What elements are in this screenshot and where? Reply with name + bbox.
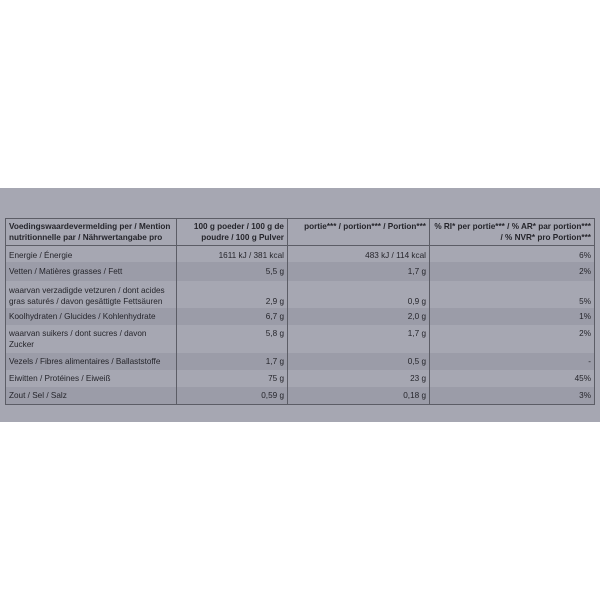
table-row	[6, 325, 595, 353]
table-row	[6, 281, 595, 308]
header-ri: % RI* per portie*** / % AR* par portion*** / % NVR* pro Portion***	[430, 219, 595, 246]
value-per-portion: 483 kJ / 114 kcal	[288, 246, 430, 263]
value-per-100g: 1,7 g	[177, 353, 288, 370]
table-row	[6, 262, 595, 281]
table-row	[6, 387, 595, 405]
value-per-100g: 5,5 g	[177, 262, 288, 281]
value-ri: 3%	[430, 387, 595, 405]
nutrition-table	[5, 218, 595, 405]
nutrient-label: waarvan suikers / dont sucres / davon Zucker	[6, 325, 177, 353]
nutrient-label: Zout / Sel / Salz	[6, 387, 177, 405]
value-ri: 45%	[430, 370, 595, 387]
value-per-portion: 1,7 g	[288, 262, 430, 281]
value-ri: 2%	[430, 262, 595, 281]
value-ri: 6%	[430, 246, 595, 263]
nutrient-label: Koolhydraten / Glucides / Kohlenhydrate	[6, 308, 177, 325]
value-per-portion: 23 g	[288, 370, 430, 387]
value-per-portion: 0,5 g	[288, 353, 430, 370]
table-row	[6, 308, 595, 325]
value-ri: -	[430, 353, 595, 370]
value-ri: 5%	[430, 281, 595, 308]
value-per-100g: 5,8 g	[177, 325, 288, 353]
table-row	[6, 370, 595, 387]
header-nutrient: Voedingswaardevermelding per / Mention nutritionnelle par / Nährwertangabe pro	[6, 219, 177, 246]
value-per-100g: 75 g	[177, 370, 288, 387]
value-per-portion: 2,0 g	[288, 308, 430, 325]
value-ri: 1%	[430, 308, 595, 325]
table-row	[6, 246, 595, 263]
nutrient-label: Vetten / Matières grasses / Fett	[6, 262, 177, 281]
value-per-portion: 0,9 g	[288, 281, 430, 308]
value-per-100g: 0,59 g	[177, 387, 288, 405]
value-per-100g: 1611 kJ / 381 kcal	[177, 246, 288, 263]
value-ri: 2%	[430, 325, 595, 353]
nutrient-label: Eiwitten / Protéines / Eiweiß	[6, 370, 177, 387]
header-row	[6, 219, 595, 246]
header-per-portion: portie*** / portion*** / Portion***	[288, 219, 430, 246]
value-per-100g: 6,7 g	[177, 308, 288, 325]
value-per-100g: 2,9 g	[177, 281, 288, 308]
table-row	[6, 353, 595, 370]
nutrient-label: Vezels / Fibres alimentaires / Ballaststoffe	[6, 353, 177, 370]
value-per-portion: 0,18 g	[288, 387, 430, 405]
nutrient-label: Energie / Énergie	[6, 246, 177, 263]
nutrient-label: waarvan verzadigde vetzuren / dont acides gras saturés / davon gesättigte Fettsäuren	[6, 281, 177, 308]
value-per-portion: 1,7 g	[288, 325, 430, 353]
header-per-100g: 100 g poeder / 100 g de poudre / 100 g Pulver	[177, 219, 288, 246]
